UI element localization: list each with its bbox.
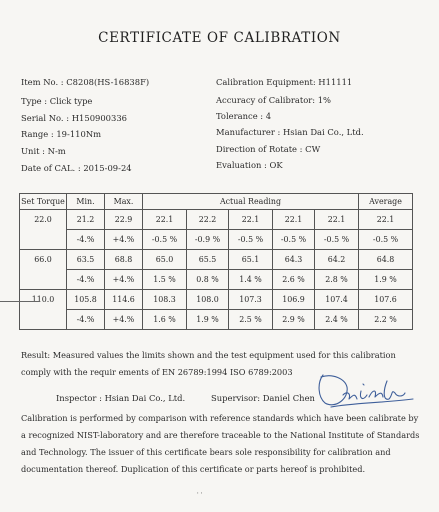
table-cell: 108.3 [143, 290, 187, 310]
table-cell: -4.% [67, 230, 105, 250]
table-cell: 68.8 [105, 250, 143, 270]
torque-range: Range : 19-110Nm [21, 129, 102, 139]
header-max: Max. [105, 194, 143, 210]
table-cell: 64.8 [359, 250, 413, 270]
signature-image [309, 369, 421, 411]
inspector: Inspector : Hsian Dai Co., Ltd. [56, 393, 186, 403]
margin-line [0, 301, 40, 302]
table-cell: 22.1 [229, 210, 273, 230]
supervisor: Supervisor: Daniel Chen [211, 393, 315, 403]
table-header-row [20, 194, 413, 210]
unit: Unit : N-m [21, 146, 66, 156]
table-cell: +4.% [105, 270, 143, 290]
table-cell: 65.0 [143, 250, 187, 270]
table-cell: 1.9 % [359, 270, 413, 290]
table-cell: 64.3 [273, 250, 315, 270]
table-cell: 63.5 [67, 250, 105, 270]
table-cell: -0.5 % [229, 230, 273, 250]
certificate-title: CERTIFICATE OF CALIBRATION [98, 30, 341, 46]
table-cell: -0.5 % [143, 230, 187, 250]
calibration-equipment: Calibration Equipment: H11111 [216, 77, 353, 87]
table-cell: 108.0 [187, 290, 229, 310]
header-min: Min. [67, 194, 105, 210]
statement-line-1: Calibration is performed by comparison with reference standards which have been calibrate by [21, 413, 419, 423]
table-row [20, 250, 413, 270]
table-cell: 21.2 [67, 210, 105, 230]
table-row [20, 230, 413, 250]
table-cell: 2.6 % [273, 270, 315, 290]
table-cell: 64.2 [315, 250, 359, 270]
table-cell: 22.9 [105, 210, 143, 230]
result-line-1: Result: Measured values the limits shown and the test equipment used for this calibration [21, 350, 396, 360]
calibrator-accuracy: Accuracy of Calibrator: 1% [216, 95, 332, 105]
calibration-readings-table [19, 193, 413, 330]
serial-number: Serial No. : H150900336 [21, 113, 127, 123]
table-cell: 22.1 [359, 210, 413, 230]
header-average: Average [359, 194, 413, 210]
table-cell: 107.3 [229, 290, 273, 310]
set-torque-cell: 110.0 [20, 290, 67, 310]
statement-line-3: and Technology. The issuer of this certificate bears sole responsibility for calibration and [21, 447, 391, 457]
table-cell: 107.6 [359, 290, 413, 310]
footer-mark: ' ' [197, 492, 203, 499]
table-row [20, 290, 413, 310]
table-cell: 105.8 [67, 290, 105, 310]
table-row [20, 270, 413, 290]
table-cell: 0.8 % [187, 270, 229, 290]
table-cell: -4.% [67, 310, 105, 330]
table-cell: 2.2 % [359, 310, 413, 330]
calibration-date: Date of CAL. : 2015-09-24 [21, 163, 132, 173]
table-cell: +4.% [105, 230, 143, 250]
set-torque-cell: 66.0 [20, 250, 67, 270]
manufacturer: Manufacturer : Hsian Dai Co., Ltd. [216, 127, 364, 137]
table-cell: 2.9 % [273, 310, 315, 330]
table-cell: -0.5 % [315, 230, 359, 250]
table-cell: 22.1 [143, 210, 187, 230]
statement-line-2: a recognized NIST-laboratory and are therefore traceable to the National Institute of Standards [21, 430, 420, 440]
table-cell: 22.2 [187, 210, 229, 230]
table-cell: 2.4 % [315, 310, 359, 330]
table-cell: 22.1 [273, 210, 315, 230]
table-cell: 106.9 [273, 290, 315, 310]
table-row [20, 210, 413, 230]
table-cell: 1.4 % [229, 270, 273, 290]
header-set-torque: Set Torque [20, 194, 67, 210]
statement-line-4: documentation thereof. Duplication of this certificate or parts hereof is prohibited. [21, 464, 366, 474]
table-cell: -0.5 % [273, 230, 315, 250]
table-cell: -0.5 % [359, 230, 413, 250]
item-number: Item No. : C8208(HS-16838F) [21, 77, 150, 87]
evaluation: Evaluation : OK [216, 160, 283, 170]
table-cell: 1.9 % [187, 310, 229, 330]
result-line-2: comply with the requir ements of EN 26789:1994 ISO 6789:2003 [21, 367, 293, 377]
table-cell: 1.5 % [143, 270, 187, 290]
table-cell: 65.1 [229, 250, 273, 270]
tolerance: Tolerance : 4 [216, 111, 272, 121]
table-cell: -0.9 % [187, 230, 229, 250]
header-actual-reading: Actual Reading [143, 194, 359, 210]
table-row [20, 310, 413, 330]
table-cell: -4.% [67, 270, 105, 290]
rotation-direction: Direction of Rotate : CW [216, 144, 321, 154]
table-cell: 22.1 [315, 210, 359, 230]
table-cell: 107.4 [315, 290, 359, 310]
set-torque-cell: 22.0 [20, 210, 67, 230]
table-cell: 1.6 % [143, 310, 187, 330]
table-cell: +4.% [105, 310, 143, 330]
tool-type: Type : Click type [21, 96, 93, 106]
table-cell: 65.5 [187, 250, 229, 270]
table-cell: 114.6 [105, 290, 143, 310]
table-cell: 2.5 % [229, 310, 273, 330]
table-cell: 2.8 % [315, 270, 359, 290]
